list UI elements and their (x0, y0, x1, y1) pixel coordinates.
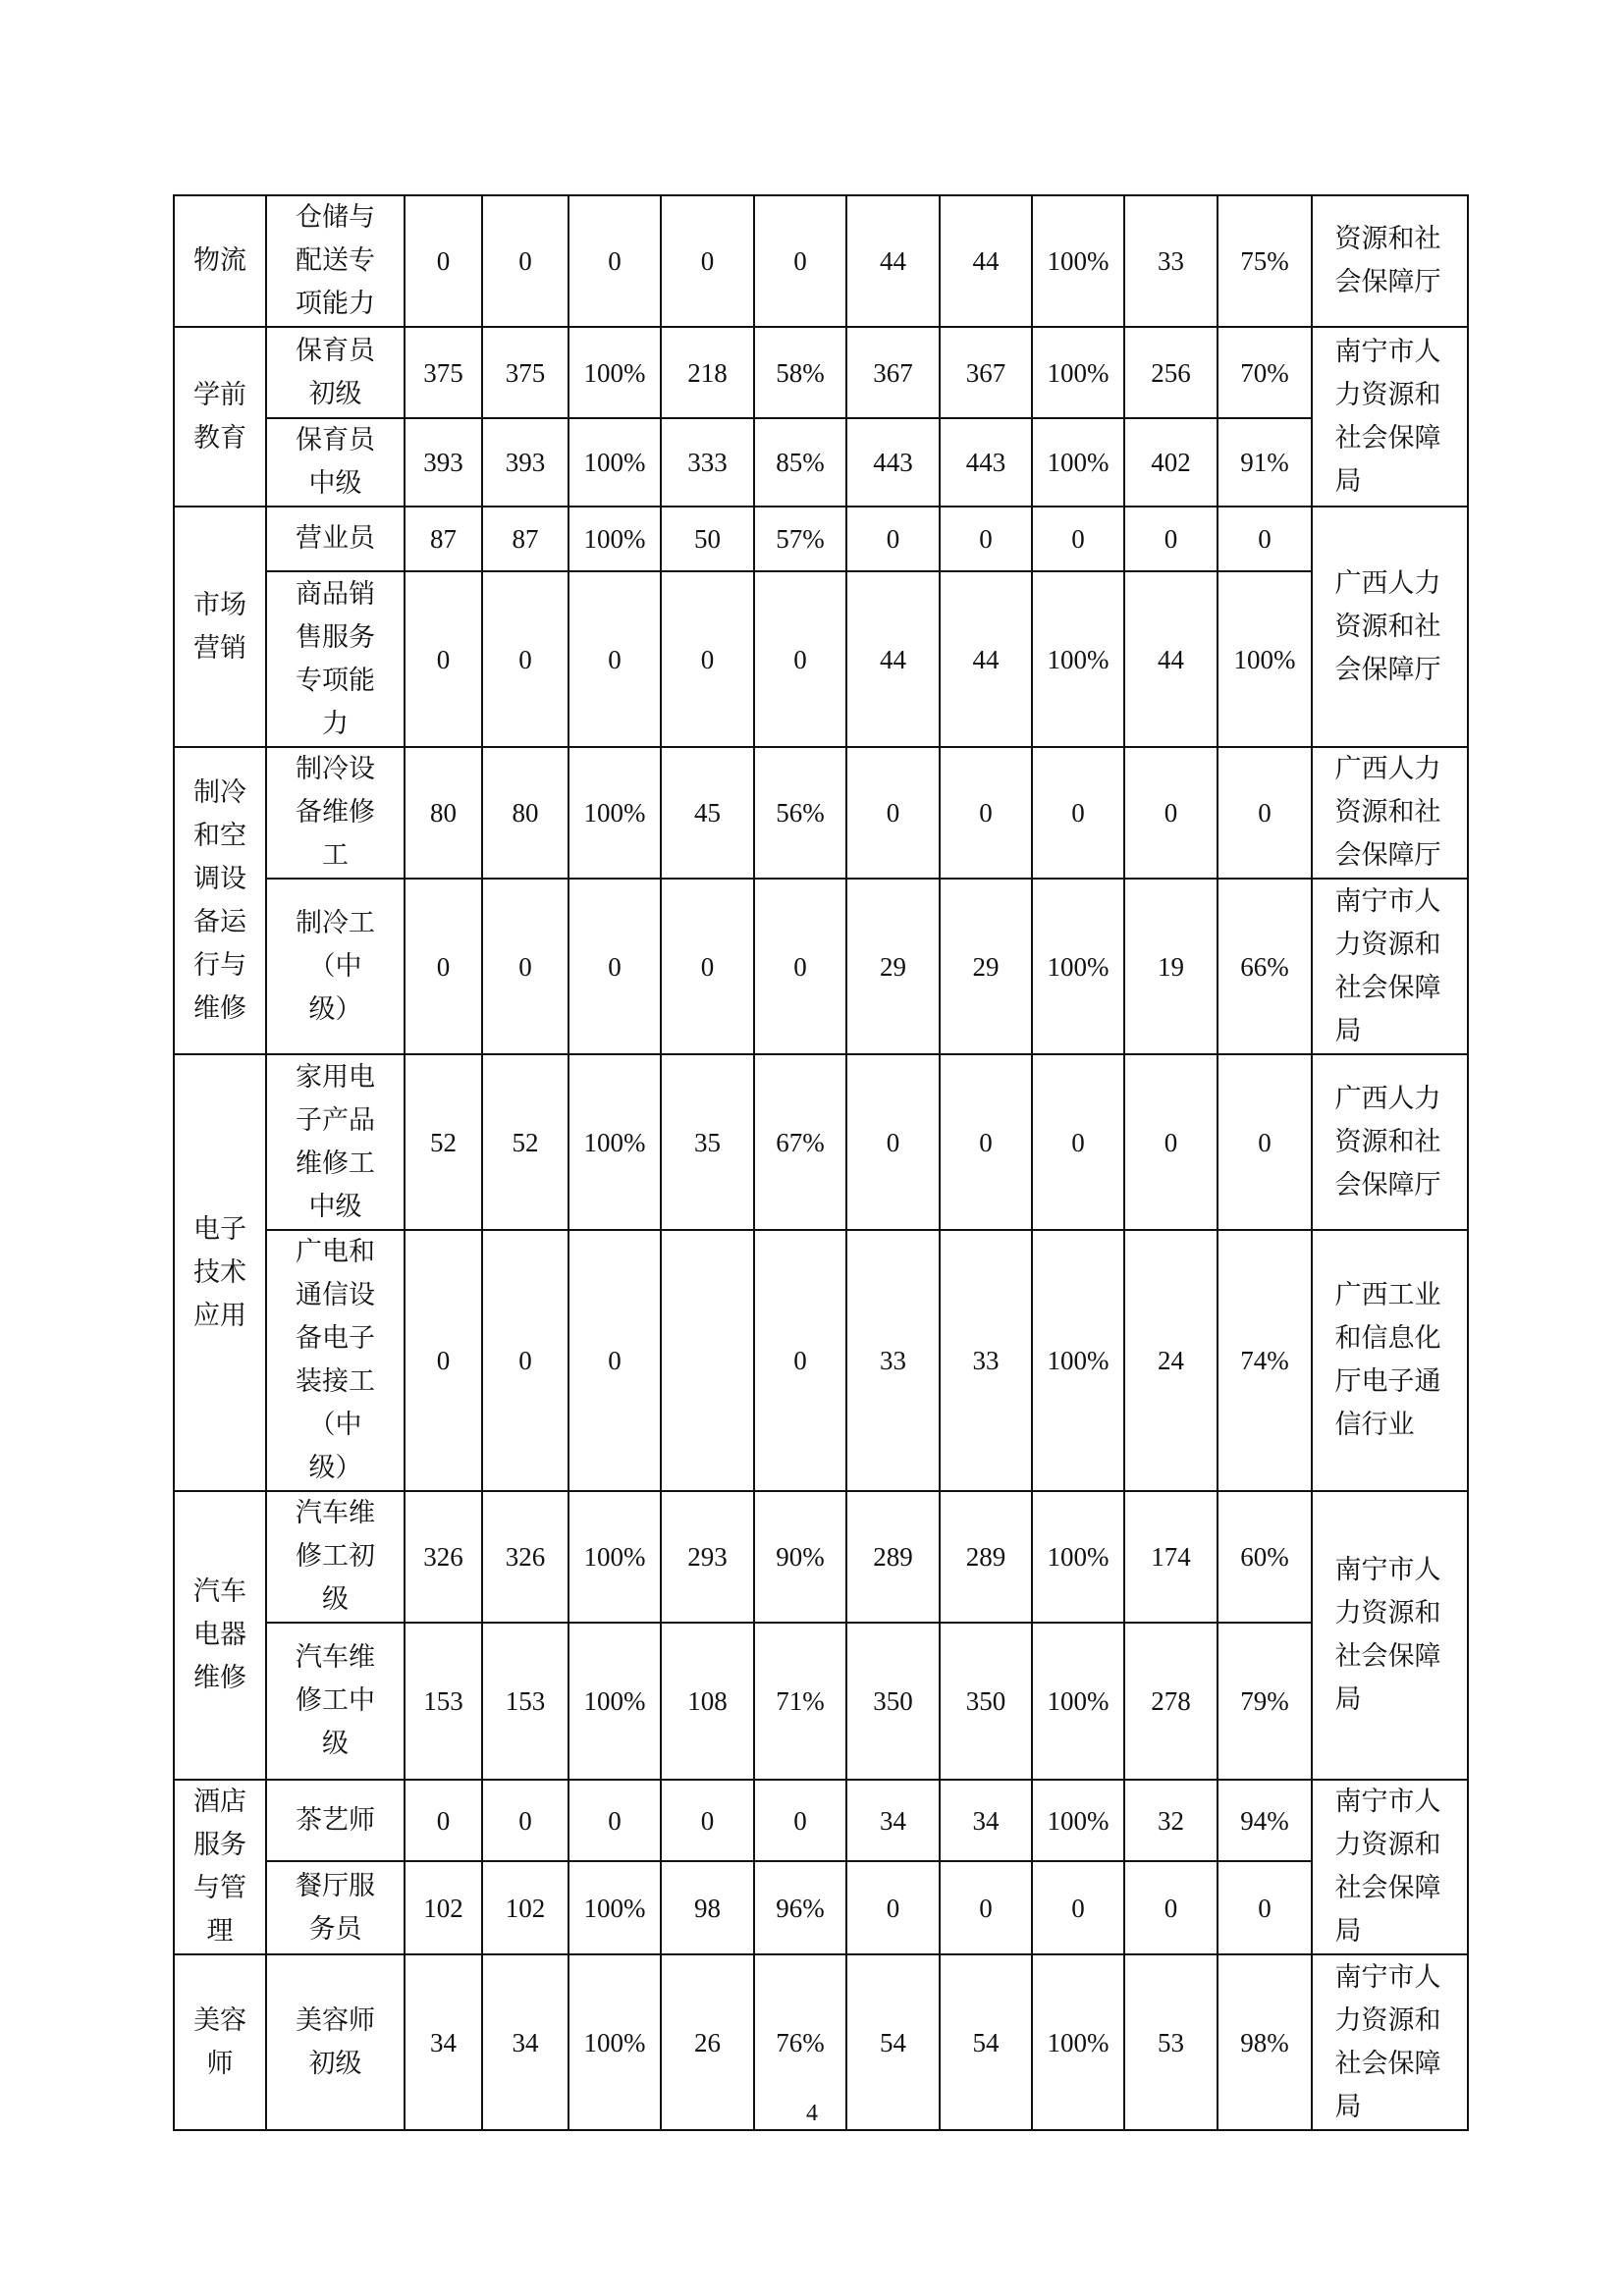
value-cell: 393 (405, 418, 482, 507)
value-cell: 44 (940, 571, 1032, 747)
value-cell: 34 (940, 1780, 1032, 1861)
occupation-cell: 广电和通信设备电子装接工（中级） (266, 1230, 405, 1491)
value-cell: 0 (846, 747, 940, 879)
value-cell: 44 (846, 195, 940, 327)
category-cell: 市场营销 (174, 507, 266, 747)
value-cell: 0 (568, 195, 661, 327)
value-cell: 0 (1124, 1861, 1218, 1954)
value-cell: 98% (1218, 1954, 1312, 2130)
value-cell: 44 (1124, 571, 1218, 747)
table-row (174, 507, 1468, 571)
agency-text: 南宁市人力资源和社会保障局 (1334, 1787, 1441, 1947)
value-cell: 91% (1218, 418, 1312, 507)
agency-cell (1312, 1780, 1468, 1954)
value-cell: 100% (1218, 571, 1312, 747)
value-cell: 60% (1218, 1491, 1312, 1623)
value-cell: 80 (405, 747, 482, 879)
value-cell: 174 (1124, 1491, 1218, 1623)
value-cell: 0 (568, 571, 661, 747)
value-cell: 0 (661, 879, 754, 1054)
value-cell: 0 (568, 1230, 661, 1491)
value-cell: 100% (1032, 327, 1124, 418)
category-cell: 汽车电器维修 (174, 1491, 266, 1780)
value-cell: 278 (1124, 1623, 1218, 1780)
value-cell: 52 (405, 1054, 482, 1230)
value-cell: 0 (1124, 507, 1218, 571)
value-cell: 100% (1032, 1954, 1124, 2130)
value-cell: 0 (1218, 747, 1312, 879)
value-cell: 0 (1032, 1054, 1124, 1230)
value-cell: 0 (940, 507, 1032, 571)
agency-text: 广西人力资源和社会保障厅 (1334, 1083, 1441, 1201)
value-cell: 256 (1124, 327, 1218, 418)
value-cell: 0 (754, 571, 846, 747)
agency-text: 广西人力资源和社会保障厅 (1334, 754, 1441, 871)
value-cell: 153 (482, 1623, 568, 1780)
table-row (174, 1054, 1468, 1230)
value-cell: 0 (1218, 507, 1312, 571)
value-cell: 44 (846, 571, 940, 747)
value-cell: 350 (846, 1623, 940, 1780)
value-cell: 367 (846, 327, 940, 418)
table-row (174, 1861, 1468, 1954)
value-cell: 45 (661, 747, 754, 879)
value-cell: 35 (661, 1054, 754, 1230)
value-cell: 0 (405, 879, 482, 1054)
value-cell: 100% (1032, 1491, 1124, 1623)
value-cell: 0 (1032, 507, 1124, 571)
agency-cell (1312, 195, 1468, 327)
value-cell: 367 (940, 327, 1032, 418)
table-row (174, 1623, 1468, 1780)
agency-cell (1312, 1054, 1468, 1230)
value-cell: 70% (1218, 327, 1312, 418)
value-cell: 0 (568, 1780, 661, 1861)
value-cell: 0 (1218, 1861, 1312, 1954)
value-cell: 102 (405, 1861, 482, 1954)
value-cell: 0 (405, 1780, 482, 1861)
statistics-table (173, 194, 1469, 2131)
value-cell: 0 (940, 747, 1032, 879)
value-cell: 375 (482, 327, 568, 418)
page-number: 4 (806, 2101, 818, 2126)
value-cell: 34 (846, 1780, 940, 1861)
value-cell: 0 (661, 195, 754, 327)
value-cell: 0 (405, 195, 482, 327)
value-cell: 71% (754, 1623, 846, 1780)
value-cell: 32 (1124, 1780, 1218, 1861)
value-cell: 0 (1124, 1054, 1218, 1230)
value-cell: 100% (568, 1491, 661, 1623)
value-cell: 100% (568, 418, 661, 507)
value-cell: 0 (568, 879, 661, 1054)
value-cell: 0 (754, 1230, 846, 1491)
value-cell: 350 (940, 1623, 1032, 1780)
value-cell: 100% (1032, 1230, 1124, 1491)
occupation-cell: 美容师初级 (266, 1954, 405, 2130)
value-cell: 19 (1124, 879, 1218, 1054)
value-cell: 0 (1032, 747, 1124, 879)
value-cell: 33 (846, 1230, 940, 1491)
value-cell: 402 (1124, 418, 1218, 507)
value-cell: 74% (1218, 1230, 1312, 1491)
value-cell: 218 (661, 327, 754, 418)
value-cell: 0 (482, 1780, 568, 1861)
occupation-cell: 营业员 (266, 507, 405, 571)
value-cell: 52 (482, 1054, 568, 1230)
occupation-cell: 保育员中级 (266, 418, 405, 507)
value-cell: 79% (1218, 1623, 1312, 1780)
value-cell: 0 (482, 879, 568, 1054)
value-cell: 0 (940, 1861, 1032, 1954)
agency-text: 广西工业和信息化厅电子通信行业 (1334, 1280, 1441, 1440)
value-cell: 100% (1032, 571, 1124, 747)
value-cell: 0 (754, 195, 846, 327)
value-cell: 33 (940, 1230, 1032, 1491)
value-cell: 76% (754, 1954, 846, 2130)
agency-text: 资源和社会保障厅 (1334, 224, 1441, 297)
occupation-cell: 汽车维修工初级 (266, 1491, 405, 1623)
value-cell: 54 (940, 1954, 1032, 2130)
value-cell: 0 (846, 1054, 940, 1230)
agency-text: 广西人力资源和社会保障厅 (1334, 567, 1441, 685)
value-cell: 0 (846, 1861, 940, 1954)
value-cell: 0 (482, 1230, 568, 1491)
category-cell: 酒店服务与管理 (174, 1780, 266, 1954)
value-cell: 100% (568, 507, 661, 571)
agency-cell (1312, 327, 1468, 507)
value-cell: 108 (661, 1623, 754, 1780)
value-cell (661, 1230, 754, 1491)
value-cell: 0 (482, 571, 568, 747)
table-row (174, 418, 1468, 507)
value-cell: 293 (661, 1491, 754, 1623)
value-cell: 56% (754, 747, 846, 879)
table-row (174, 571, 1468, 747)
value-cell: 54 (846, 1954, 940, 2130)
agency-text: 南宁市人力资源和社会保障局 (1334, 1961, 1441, 2122)
occupation-cell: 制冷设备维修工 (266, 747, 405, 879)
occupation-cell: 制冷工（中级） (266, 879, 405, 1054)
value-cell: 29 (846, 879, 940, 1054)
value-cell: 0 (661, 1780, 754, 1861)
category-cell: 美容师 (174, 1954, 266, 2130)
table-row (174, 747, 1468, 879)
value-cell: 57% (754, 507, 846, 571)
occupation-cell: 商品销售服务专项能力 (266, 571, 405, 747)
occupation-cell: 保育员初级 (266, 327, 405, 418)
value-cell: 0 (940, 1054, 1032, 1230)
value-cell: 333 (661, 418, 754, 507)
table-row (174, 1491, 1468, 1623)
value-cell: 326 (482, 1491, 568, 1623)
occupation-cell: 茶艺师 (266, 1780, 405, 1861)
agency-cell (1312, 1491, 1468, 1780)
value-cell: 100% (1032, 1780, 1124, 1861)
occupation-cell: 汽车维修工中级 (266, 1623, 405, 1780)
value-cell: 100% (568, 1861, 661, 1954)
value-cell: 33 (1124, 195, 1218, 327)
value-cell: 100% (568, 747, 661, 879)
value-cell: 100% (1032, 1623, 1124, 1780)
category-cell: 制冷和空调设备运行与维修 (174, 747, 266, 1054)
table-row (174, 327, 1468, 418)
category-cell: 电子技术应用 (174, 1054, 266, 1491)
value-cell: 66% (1218, 879, 1312, 1054)
agency-cell (1312, 879, 1468, 1054)
value-cell: 0 (846, 507, 940, 571)
value-cell: 50 (661, 507, 754, 571)
value-cell: 24 (1124, 1230, 1218, 1491)
category-cell: 学前教育 (174, 327, 266, 507)
value-cell: 100% (1032, 879, 1124, 1054)
value-cell: 0 (1124, 747, 1218, 879)
value-cell: 443 (940, 418, 1032, 507)
agency-text: 南宁市人力资源和社会保障局 (1334, 885, 1441, 1046)
value-cell: 75% (1218, 195, 1312, 327)
value-cell: 53 (1124, 1954, 1218, 2130)
occupation-cell: 家用电子产品维修工中级 (266, 1054, 405, 1230)
value-cell: 0 (661, 571, 754, 747)
value-cell: 0 (405, 1230, 482, 1491)
value-cell: 100% (568, 1054, 661, 1230)
value-cell: 34 (405, 1954, 482, 2130)
value-cell: 100% (568, 1623, 661, 1780)
table-body (174, 195, 1468, 2130)
value-cell: 100% (568, 327, 661, 418)
value-cell: 100% (1032, 195, 1124, 327)
value-cell: 102 (482, 1861, 568, 1954)
value-cell: 80 (482, 747, 568, 879)
agency-text: 南宁市人力资源和社会保障局 (1334, 336, 1441, 497)
value-cell: 0 (1218, 1054, 1312, 1230)
value-cell: 0 (482, 195, 568, 327)
value-cell: 67% (754, 1054, 846, 1230)
value-cell: 0 (754, 879, 846, 1054)
value-cell: 100% (1032, 418, 1124, 507)
value-cell: 44 (940, 195, 1032, 327)
agency-cell (1312, 747, 1468, 879)
value-cell: 90% (754, 1491, 846, 1623)
value-cell: 393 (482, 418, 568, 507)
table-row (174, 879, 1468, 1054)
value-cell: 443 (846, 418, 940, 507)
occupation-cell: 餐厅服务员 (266, 1861, 405, 1954)
value-cell: 34 (482, 1954, 568, 2130)
value-cell: 289 (846, 1491, 940, 1623)
category-cell: 物流 (174, 195, 266, 327)
agency-cell (1312, 1230, 1468, 1491)
value-cell: 26 (661, 1954, 754, 2130)
value-cell: 0 (754, 1780, 846, 1861)
value-cell: 87 (405, 507, 482, 571)
agency-cell (1312, 507, 1468, 747)
value-cell: 0 (405, 571, 482, 747)
value-cell: 98 (661, 1861, 754, 1954)
value-cell: 85% (754, 418, 846, 507)
value-cell: 289 (940, 1491, 1032, 1623)
value-cell: 375 (405, 327, 482, 418)
value-cell: 94% (1218, 1780, 1312, 1861)
value-cell: 96% (754, 1861, 846, 1954)
value-cell: 153 (405, 1623, 482, 1780)
value-cell: 0 (1032, 1861, 1124, 1954)
value-cell: 100% (568, 1954, 661, 2130)
value-cell: 87 (482, 507, 568, 571)
value-cell: 29 (940, 879, 1032, 1054)
table-row (174, 1780, 1468, 1861)
value-cell: 326 (405, 1491, 482, 1623)
table-row (174, 195, 1468, 327)
agency-text: 南宁市人力资源和社会保障局 (1334, 1555, 1441, 1715)
table-row (174, 1230, 1468, 1491)
value-cell: 58% (754, 327, 846, 418)
occupation-cell: 仓储与配送专项能力 (266, 195, 405, 327)
